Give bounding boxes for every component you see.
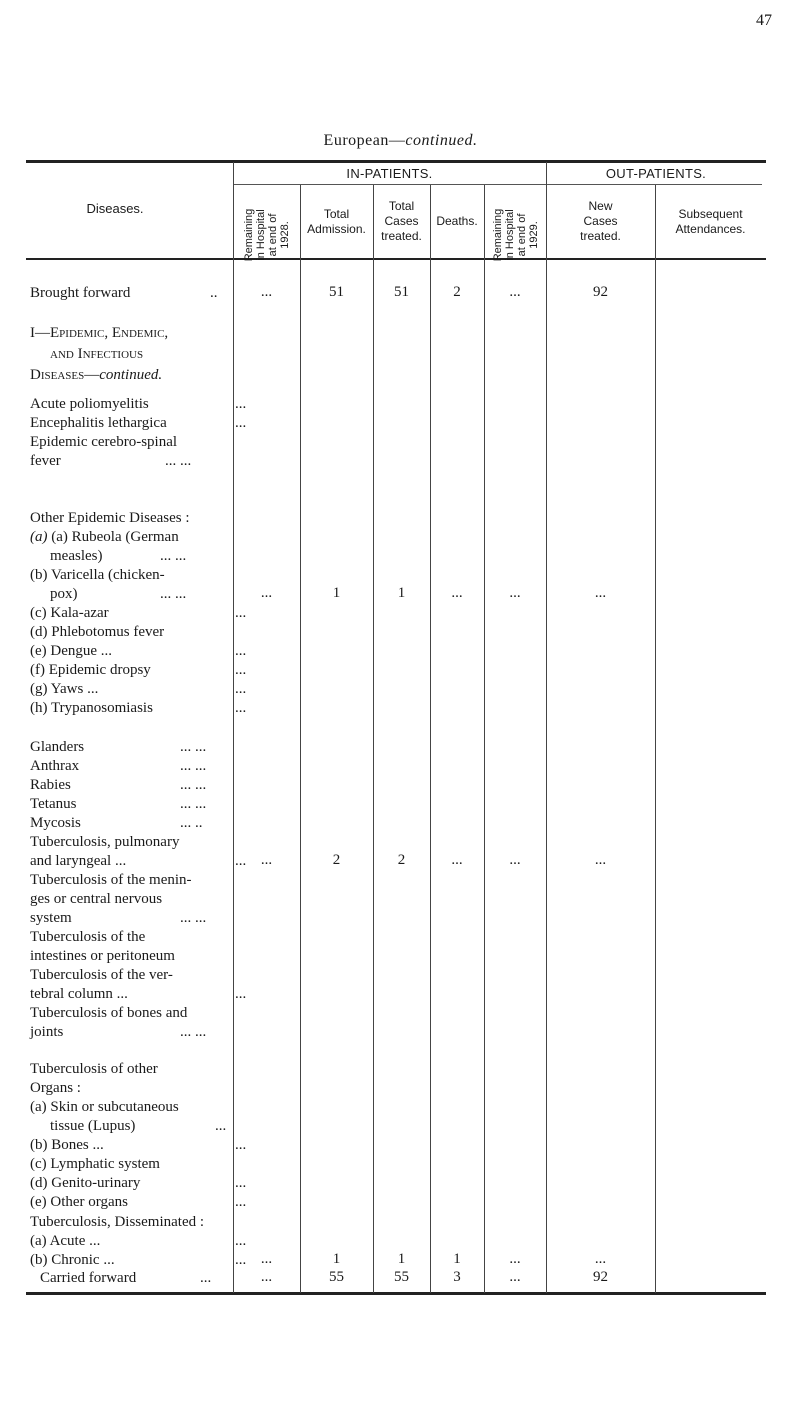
list-item: system ... ...	[30, 910, 207, 926]
list-item: Tuberculosis, Disseminated :	[30, 1214, 205, 1230]
out-patients-header: OUT-PATIENTS.	[605, 166, 707, 181]
subsequent-header: Subsequent Attendances.	[675, 207, 746, 236]
list-item: Epidemic cerebro-spinal	[30, 434, 178, 450]
bf-remaining-1929: ...	[509, 284, 521, 300]
total-admission-header: Total Admission.	[307, 207, 366, 236]
remaining-1928-header: Remaining in Hospital at end of 1928.	[243, 208, 291, 262]
g2-remaining-1929: ...	[509, 585, 521, 601]
list-item: Glanders ... ...	[30, 739, 207, 755]
col-rule-2	[300, 185, 301, 1293]
list-item: (c) Kala-azar ...	[30, 605, 247, 621]
g2-deaths: ...	[451, 585, 463, 601]
group-2-list	[30, 528, 260, 718]
col-rule-7	[655, 185, 656, 1293]
bf-total-admission: 51	[329, 284, 344, 300]
deaths-header: Deaths.	[436, 214, 478, 228]
col-rule-6	[546, 162, 547, 1293]
cf-new-cases: 92	[593, 1269, 608, 1285]
list-item: fever ... ...	[30, 453, 192, 469]
cf-remaining-1929: ...	[509, 1269, 521, 1285]
title-sep: —	[388, 132, 406, 149]
g2-remaining-1928: ...	[260, 585, 273, 601]
g2-new-cases: ...	[594, 585, 607, 601]
list-item: Tuberculosis, pulmonary	[30, 834, 180, 850]
list-item: (a) (a) Rubeola (German	[30, 529, 179, 545]
title-continued: continued.	[405, 132, 478, 149]
list-item: Acute poliomyelitis ...	[30, 396, 247, 412]
title-main: European	[323, 132, 389, 149]
g2-total-cases: 1	[397, 585, 406, 601]
cf-remaining-1928: ...	[260, 1269, 273, 1285]
list-item: (e) Other organs ...	[30, 1194, 247, 1210]
list-item: (d) Phlebotomus fever	[30, 624, 165, 640]
g5-remaining-1929: ...	[509, 1251, 521, 1267]
header-subrule	[233, 184, 762, 185]
list-item: pox) ... ...	[50, 586, 187, 602]
g5-total-cases: 1	[397, 1251, 406, 1267]
bf-remaining-1928: ...	[260, 284, 273, 300]
col-rule-3	[373, 185, 374, 1293]
g3-remaining-1928: ...	[260, 852, 273, 868]
list-item: measles) ... ...	[50, 548, 187, 564]
g5-total-admission: 1	[332, 1251, 341, 1267]
col-rule-5	[484, 185, 485, 1293]
carried-forward-label: Carried forward ...	[40, 1270, 212, 1286]
page-title	[0, 132, 801, 150]
cf-deaths: 3	[453, 1269, 461, 1285]
list-item: (e) Dengue ... ...	[30, 643, 247, 659]
bf-total-cases: 51	[394, 284, 409, 300]
list-item: tebral column ... ...	[30, 986, 247, 1002]
list-item: joints ... ...	[30, 1024, 207, 1040]
diseases-header: Diseases.	[86, 201, 144, 216]
list-item: Organs :	[30, 1080, 81, 1096]
cf-total-admission: 55	[329, 1269, 344, 1285]
g5-new-cases: ...	[594, 1251, 607, 1267]
list-item: Tuberculosis of the	[30, 929, 146, 945]
list-item: (f) Epidemic dropsy ...	[30, 662, 247, 678]
list-item: Tuberculosis of other	[30, 1061, 158, 1077]
new-cases-header: New Cases treated.	[580, 199, 621, 243]
list-item: intestines or peritoneum	[30, 948, 175, 964]
list-item: (d) Genito-urinary ...	[30, 1175, 247, 1191]
bf-new-cases: 92	[593, 284, 608, 300]
g3-total-cases: 2	[397, 852, 406, 868]
list-item: (b) Varicella (chicken-	[30, 567, 165, 583]
list-item: Tuberculosis of the ver-	[30, 967, 173, 983]
top-rule	[26, 160, 766, 163]
list-item: Anthrax ... ...	[30, 758, 207, 774]
g3-total-admission: 2	[332, 852, 341, 868]
in-patients-header: IN-PATIENTS.	[346, 166, 433, 181]
list-item: and laryngeal ... ...	[30, 853, 247, 869]
g5-remaining-1928: ...	[260, 1251, 273, 1267]
list-item: (g) Yaws ... ...	[30, 681, 247, 697]
list-item: Encephalitis lethargica ...	[30, 415, 247, 431]
list-item: Tuberculosis of bones and	[30, 1005, 188, 1021]
list-item: (a) Skin or subcutaneous	[30, 1099, 179, 1115]
brought-forward-label: Brought forward ..	[30, 285, 218, 301]
list-item: (b) Chronic ... ...	[30, 1252, 247, 1268]
g2-total-admission: 1	[332, 585, 341, 601]
list-item: Rabies ... ...	[30, 777, 207, 793]
page-number: 47	[756, 12, 772, 29]
group-4-list	[30, 1060, 260, 1212]
group-3-list	[30, 738, 260, 1042]
list-item: (c) Lymphatic system	[30, 1156, 160, 1172]
bf-deaths: 2	[453, 284, 461, 300]
cf-total-cases: 55	[394, 1269, 409, 1285]
list-item: ges or central nervous	[30, 891, 163, 907]
section-heading: I—Epidemic, Endemic, and Infectious Diseases—continued.	[30, 325, 169, 383]
col-rule-4	[430, 185, 431, 1293]
group-2-title: Other Epidemic Diseases :	[30, 510, 190, 526]
g3-deaths: ...	[451, 852, 463, 868]
list-item: tissue (Lupus) ...	[50, 1118, 227, 1134]
g3-new-cases: ...	[594, 852, 607, 868]
group-1-list	[30, 395, 260, 471]
total-cases-header: Total Cases treated.	[381, 199, 422, 243]
group-5-list	[30, 1213, 260, 1270]
remaining-1929-header: Remaining in Hospital at end of 1929.	[492, 208, 540, 262]
list-item: Mycosis ... ..	[30, 815, 203, 831]
list-item: Tuberculosis of the menin-	[30, 872, 192, 888]
list-item: (a) Acute ... ...	[30, 1233, 247, 1249]
g5-deaths: 1	[453, 1251, 461, 1267]
g3-remaining-1929: ...	[509, 852, 521, 868]
list-item: Tetanus ... ...	[30, 796, 207, 812]
list-item: (h) Trypanosomiasis ...	[30, 700, 247, 716]
list-item: (b) Bones ... ...	[30, 1137, 247, 1153]
